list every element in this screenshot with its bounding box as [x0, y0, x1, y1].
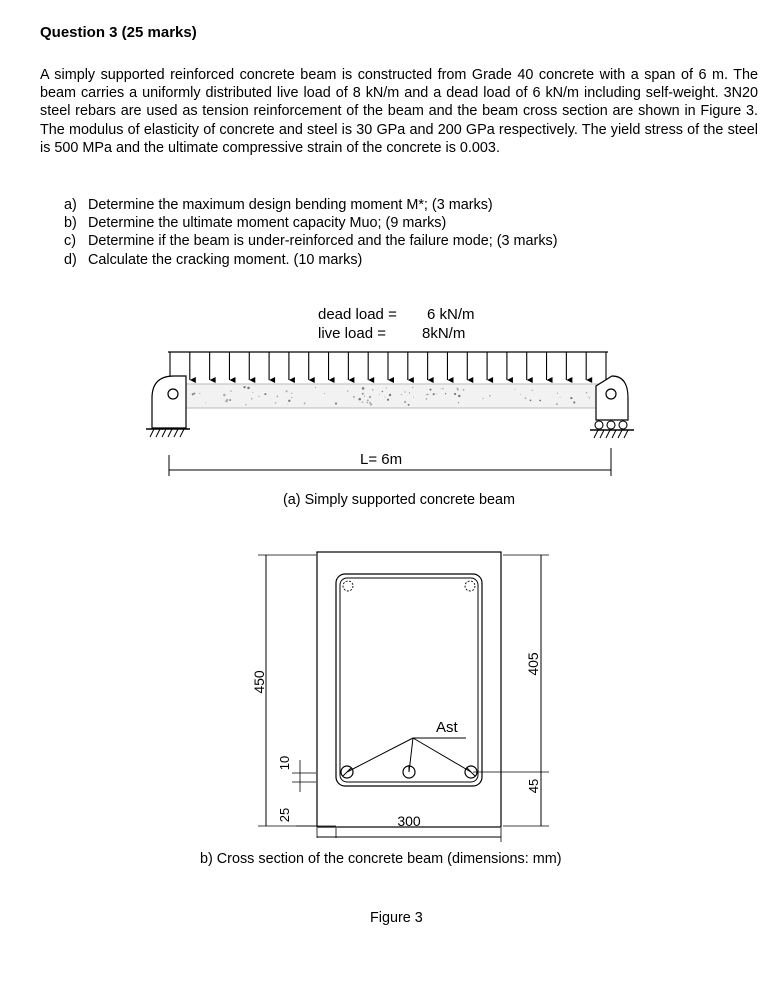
aggregate-speckle	[515, 389, 516, 390]
figure-a-caption: (a) Simply supported concrete beam	[283, 492, 515, 508]
dim-stirrup: 10	[277, 755, 292, 771]
aggregate-speckle	[229, 399, 231, 401]
part-letter: d)	[64, 251, 77, 268]
aggregate-speckle	[286, 390, 288, 392]
aggregate-speckle	[458, 402, 459, 403]
dim-total-height: 450	[251, 670, 267, 694]
aggregate-speckle	[404, 391, 405, 392]
aggregate-speckle	[192, 393, 194, 395]
aggregate-speckle	[483, 398, 484, 399]
aggregate-speckle	[589, 397, 590, 398]
aggregate-speckle	[463, 389, 465, 391]
aggregate-speckle	[457, 389, 459, 391]
aggregate-speckle	[251, 398, 252, 399]
aggregate-speckle	[367, 402, 369, 404]
aggregate-speckle	[412, 387, 413, 388]
aggregate-speckle	[324, 393, 325, 394]
aggregate-speckle	[335, 403, 337, 405]
aggregate-speckle	[243, 386, 245, 388]
aggregate-speckle	[362, 387, 365, 390]
dead-load-label: dead load =	[318, 306, 397, 323]
aggregate-speckle	[382, 391, 384, 393]
aggregate-speckle	[556, 403, 557, 404]
span-label: L= 6m	[360, 451, 403, 468]
concrete-beam	[168, 384, 610, 408]
aggregate-speckle	[489, 395, 490, 396]
part-text: Determine the ultimate moment capacity Muo; (9 marks)	[88, 215, 447, 232]
aggregate-speckle	[245, 404, 247, 406]
cross-section-diagram	[251, 552, 549, 842]
aggregate-speckle	[401, 394, 402, 395]
dim-effective-depth: 405	[525, 652, 541, 676]
aggregate-speckle	[408, 404, 410, 406]
part-letter: c)	[64, 233, 76, 250]
aggregate-speckle	[362, 401, 364, 403]
aggregate-speckle	[530, 400, 532, 402]
aggregate-speckle	[252, 392, 253, 393]
aggregate-speckle	[458, 395, 460, 397]
dim-bottom-cover: 45	[526, 778, 541, 794]
aggregate-speckle	[440, 388, 441, 389]
aggregate-speckle	[588, 396, 589, 397]
aggregate-speckle	[520, 394, 521, 395]
aggregate-speckle	[384, 397, 385, 398]
dead-load-value: 6 kN/m	[427, 306, 475, 323]
part-text: Determine the maximum design bending moment M*; (3 marks)	[88, 197, 493, 213]
aggregate-speckle	[573, 401, 575, 403]
aggregate-speckle	[199, 393, 200, 394]
aggregate-speckle	[389, 394, 391, 396]
aggregate-speckle	[429, 389, 431, 391]
aggregate-speckle	[347, 390, 349, 392]
aggregate-speckle	[454, 393, 456, 395]
aggregate-speckle	[426, 394, 427, 395]
aggregate-speckle	[379, 394, 380, 395]
aggregate-speckle	[557, 393, 558, 394]
aggregate-speckle	[226, 399, 228, 401]
aggregate-speckle	[315, 387, 316, 388]
aggregate-speckle	[372, 389, 374, 391]
aggregate-speckle	[223, 394, 226, 397]
aggregate-speckle	[264, 393, 266, 395]
aggregate-speckle	[193, 393, 194, 394]
part-letter: b)	[64, 215, 77, 232]
dim-side-cover: 25	[277, 807, 292, 823]
aggregate-speckle	[409, 392, 410, 393]
aggregate-speckle	[276, 395, 278, 397]
aggregate-speckle	[247, 387, 250, 390]
aggregate-speckle	[367, 400, 368, 401]
aggregate-speckle	[427, 394, 428, 395]
aggregate-speckle	[433, 393, 435, 395]
figure-b-caption: b) Cross section of the concrete beam (dimensions: mm)	[200, 851, 562, 867]
aggregate-speckle	[275, 402, 277, 404]
aggregate-speckle	[370, 403, 372, 405]
aggregate-speckle	[570, 397, 572, 399]
aggregate-speckle	[442, 388, 444, 390]
figure-caption: Figure 3	[370, 910, 423, 926]
aggregate-speckle	[258, 396, 259, 397]
ast-label: Ast	[436, 719, 458, 736]
aggregate-speckle	[353, 396, 355, 398]
part-text: Determine if the beam is under-reinforced and the failure mode; (3 marks)	[88, 233, 558, 250]
dim-width: 300	[397, 813, 421, 829]
aggregate-speckle	[291, 397, 292, 398]
aggregate-speckle	[364, 396, 365, 397]
live-load-value: 8kN/m	[422, 325, 466, 342]
roller-support-right	[590, 376, 634, 438]
aggregate-speckle	[539, 400, 541, 402]
aggregate-speckle	[230, 390, 232, 392]
part-text: Calculate the cracking moment. (10 marks)	[88, 251, 363, 268]
udl-arrows	[170, 352, 606, 380]
question-heading: Question 3 (25 marks)	[40, 24, 197, 41]
question-paragraph: A simply supported reinforced concrete beam is constructed from Grade 40 concrete with a span of 6 m. The beam carries a uniformly distributed live load of 8 kN/m and a dead load of 6 kN/m including self-weight. 3N20 steel rebars are used as tension reinforcement of the beam and the beam cross section are shown in Figure 3. The modulus of elasticity of concrete and steel is 30 GPa and 200 GPa respectively. The yield stress of the steel is 500 MPa and the ultimate compressive strain of the concrete is 0.003.	[40, 67, 758, 156]
aggregate-speckle	[287, 404, 288, 405]
beam-diagram	[146, 306, 634, 476]
aggregate-speckle	[358, 398, 361, 401]
aggregate-speckle	[560, 397, 561, 398]
aggregate-speckle	[205, 402, 206, 403]
aggregate-speckle	[304, 402, 306, 404]
aggregate-speckle	[369, 396, 371, 398]
aggregate-speckle	[387, 399, 389, 401]
aggregate-speckle	[586, 392, 588, 394]
aggregate-speckle	[436, 393, 437, 394]
pin-support-left	[146, 376, 190, 437]
aggregate-speckle	[288, 400, 290, 402]
aggregate-speckle	[404, 401, 406, 403]
live-load-label: live load =	[318, 325, 386, 342]
aggregate-speckle	[525, 397, 527, 399]
aggregate-speckle	[291, 393, 292, 394]
aggregate-speckle	[386, 387, 387, 388]
part-letter: a)	[64, 197, 77, 213]
aggregate-speckle	[532, 389, 533, 390]
aggregate-speckle	[362, 393, 364, 395]
aggregate-speckle	[413, 397, 414, 398]
aggregate-speckle	[426, 398, 428, 400]
aggregate-speckle	[445, 393, 446, 394]
